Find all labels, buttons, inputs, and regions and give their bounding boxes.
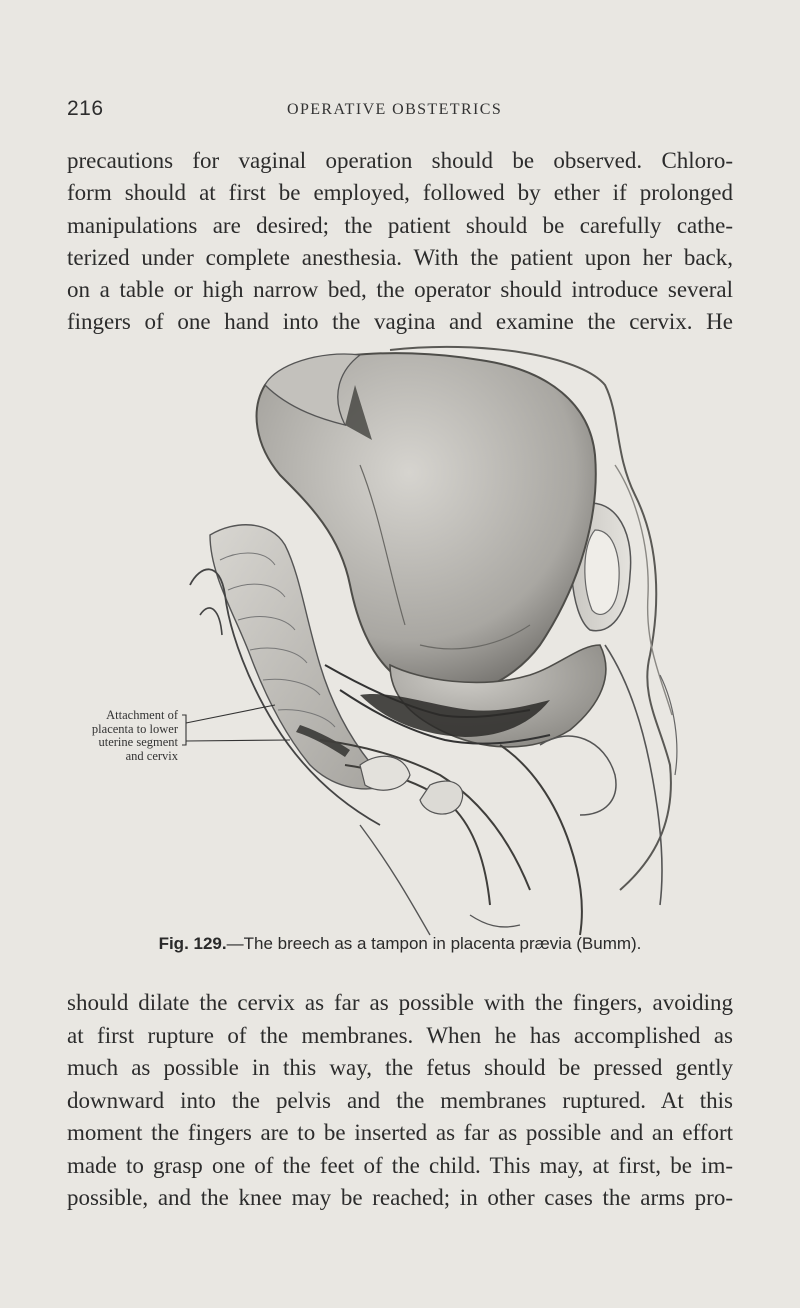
text-line: much as possible in this way, the fetus should be pressed gently [67, 1055, 733, 1080]
text-line: made to grasp one of the feet of the child. This may, at first, be im- [67, 1152, 733, 1178]
figure-label [62, 709, 178, 763]
text-line: fingers of one hand into the vagina and examine the cervix. He [67, 309, 733, 335]
text-line: form should at first be employed, followed by ether if prolonged [67, 180, 733, 206]
anatomical-illustration [60, 345, 740, 945]
page-header [67, 97, 733, 127]
text-line: downward into the pelvis and the membranes ruptured. At this [67, 1087, 733, 1113]
running-head: OPERATIVE OBSTETRICS [287, 101, 503, 118]
figure-label-line: uterine segment [98, 735, 178, 749]
figure-label-line: placenta to lower [91, 721, 178, 736]
figure-caption-text: —The breech as a tampon in placenta prævia (Bumm). [226, 934, 642, 953]
text-line: at first rupture of the membranes. When he has accomplished as [67, 1022, 733, 1048]
figure-caption [67, 934, 733, 954]
text-line: precautions for vaginal operation should be observed. Chloro- [67, 148, 733, 173]
figure-label-line: and cervix [125, 748, 178, 763]
paragraph-bottom [67, 987, 733, 1215]
text-line: terized under complete anesthesia. With the patient upon her back, [67, 244, 733, 270]
text-line: manipulations are desired; the patient should be carefully cathe- [67, 212, 733, 238]
paragraph-top [67, 145, 733, 339]
text-line: on a table or high narrow bed, the operator should introduce several [67, 277, 733, 303]
text-line: moment the fingers are to be inserted as far as possible and an effort [67, 1120, 733, 1145]
figure-label-line: Attachment of [106, 708, 178, 722]
figure-number: Fig. 129. [158, 934, 227, 953]
figure-illustration [60, 345, 740, 945]
text-line: possible, and the knee may be reached; in other cases the arms pro- [67, 1185, 733, 1210]
page-number: 216 [67, 97, 104, 120]
text-line: should dilate the cervix as far as possible with the fingers, avoiding [67, 990, 733, 1015]
